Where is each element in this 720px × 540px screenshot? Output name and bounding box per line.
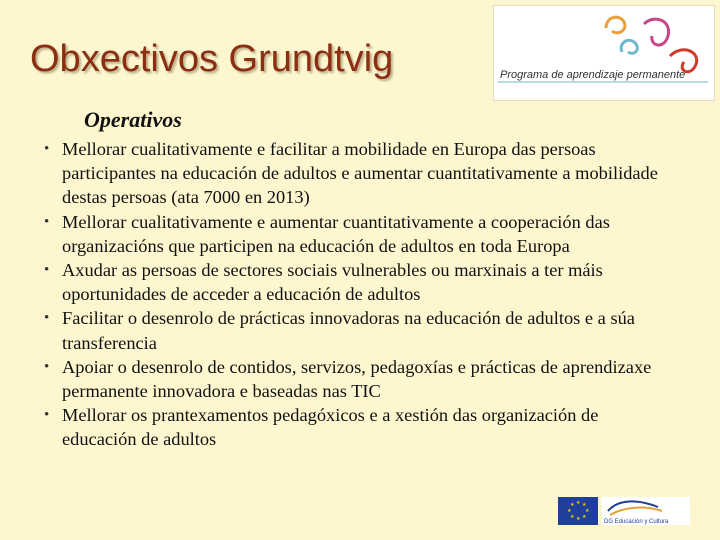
list-item (28, 355, 668, 403)
list-item (28, 210, 668, 258)
list-item (28, 258, 668, 306)
svg-text:★: ★ (576, 500, 581, 506)
footer-logos (558, 497, 690, 525)
list-item-text: Mellorar cualitativamente e aumentar cuantitativamente a cooperación das organizacións que participen na educación de adultos en toda Europa (62, 211, 610, 256)
slide-title: Obxectivos Grundtvig (30, 38, 394, 80)
svg-text:★: ★ (576, 516, 581, 522)
list-item-text: Apoiar o desenrolo de contidos, servizos, pedagoxías e prácticas de aprendizaxe permanente innovadora e baseadas nas TIC (62, 356, 652, 402)
bullet-icon: • (44, 407, 50, 424)
logo-text: Programa de aprendizaje permanente (500, 69, 686, 81)
list-item (28, 306, 668, 354)
bullet-icon: • (44, 310, 50, 327)
list-item-text: Axudar as persoas de sectores sociais vulnerables ou marxinais a ter máis oportunidades de acceder a educación de adultos (62, 260, 603, 305)
dg-education-logo (602, 497, 690, 525)
bullet-icon: • (44, 358, 50, 375)
bullet-icon: • (44, 262, 50, 279)
svg-text:★: ★ (570, 502, 575, 508)
svg-text:★: ★ (582, 502, 587, 508)
list-item-text: Mellorar os prantexamentos pedagóxicos e a xestión das organización de educación de adultos (62, 405, 599, 450)
list-item-text: Mellorar cualitativamente e facilitar a mobilidade en Europa das persoas participantes na educación de adultos e aumentar cuantitativamente a mobilidade destas persoas (ata 7000 en 2013) (62, 139, 658, 208)
eu-flag-icon (558, 497, 598, 525)
swirl-pink (644, 19, 669, 45)
bullet-icon: • (44, 213, 50, 230)
svg-text:★: ★ (582, 514, 587, 520)
objectives-list (28, 137, 668, 452)
bullet-icon: • (44, 141, 50, 157)
dg-text: DG Educación y Cultura (604, 519, 669, 525)
swirl-orange (606, 17, 625, 33)
swirl-blue (621, 40, 637, 53)
svg-text:★: ★ (570, 514, 575, 520)
subtitle: Operativos (84, 107, 182, 132)
list-item (28, 403, 668, 451)
list-item-text: Facilitar o desenrolo de prácticas innovadoras na educación de adultos e a súa transferencia (62, 308, 635, 353)
svg-text:★: ★ (567, 508, 572, 514)
lifelong-learning-logo (493, 5, 715, 101)
svg-text:★: ★ (585, 508, 590, 514)
list-item (28, 137, 668, 210)
